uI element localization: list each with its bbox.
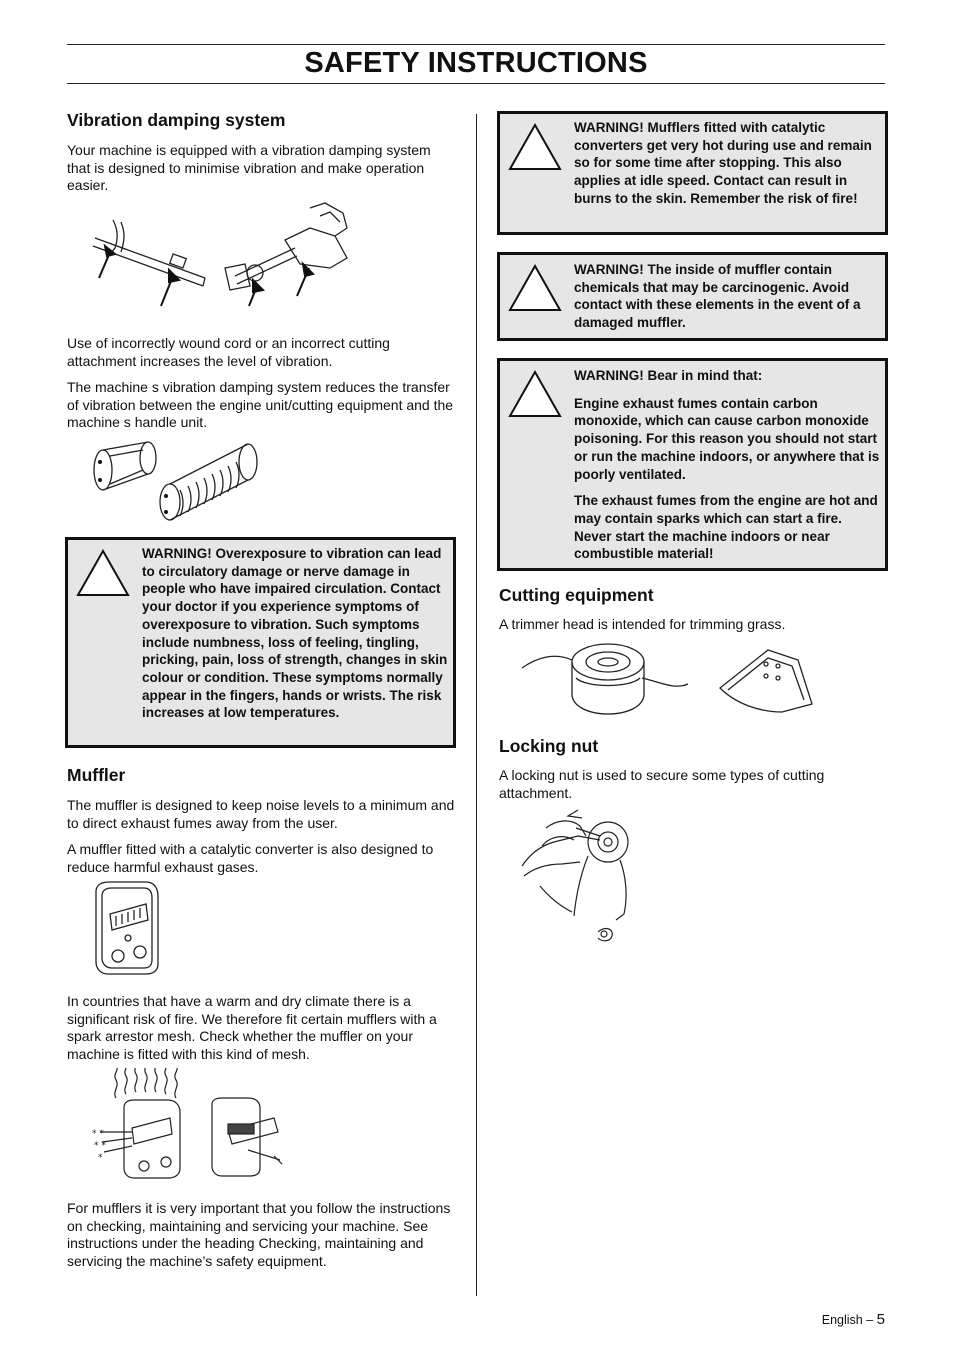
page-title-bar (67, 44, 885, 84)
carcinogenic-warning-box (497, 252, 888, 341)
vibration-paragraph-2: Use of incorrectly wound cord or an incorrect cutting attachment increases the level of vibration. (67, 335, 390, 369)
exhaust-warning-box (497, 358, 888, 571)
warning-triangle-icon (507, 263, 563, 313)
footer-dash: – (866, 1313, 874, 1327)
svg-text:* *: * * (92, 1129, 104, 1139)
muffler-heading: Muffler (67, 765, 126, 785)
muffler-paragraph-3: In countries that have a warm and dry climate there is a significant risk of fire. We therefore fit certain mufflers with a spark arrestor mesh. Check whether the muffler on your machine is fitted with this kind of mesh. (67, 993, 437, 1062)
exhaust-warning-title: WARNING! Bear in mind that: (574, 368, 763, 383)
muffler-illustration (88, 880, 163, 976)
locking-nut-illustration (520, 806, 635, 946)
vibration-paragraph-3: The machine s vibration damping system reduces the transfer of vibration between the engine unit/cutting equipment and the machine s handle unit. (67, 379, 454, 431)
carcinogenic-warning-text: WARNING! The inside of muffler contain chemicals that may be carcinogenic. Avoid contact with these elements in the event of a damaged muffler. (574, 262, 861, 331)
page-footer (822, 1311, 885, 1328)
cutting-paragraph: A trimmer head is intended for trimming grass. (499, 616, 786, 632)
svg-text:* *: * * (94, 1141, 106, 1151)
vibration-paragraph-1: Your machine is equipped with a vibration damping system that is designed to minimise vibration and make operation easier. (67, 142, 431, 194)
catalytic-warning-box (497, 111, 888, 235)
exhaust-warning-paragraph-2: The exhaust fumes from the engine are hot and may contain sparks which can start a fire. Never start the machine indoors or near combustible material! (574, 493, 878, 562)
trimmer-head-illustration (520, 638, 815, 720)
spark-arrestor-illustration (88, 1068, 288, 1183)
warning-triangle-icon (75, 548, 131, 598)
locking-paragraph: A locking nut is used to secure some types of cutting attachment. (499, 767, 825, 801)
exhaust-warning-text (574, 367, 882, 563)
vibration-warning-text: WARNING! Overexposure to vibration can lead to circulatory damage or nerve damage in people who have impaired circulation. Contact your doctor if you experience symptoms of overexposure to vibration. Such symptoms include numbness, loss of feeling, tingling, pricking, pain, loss of strength, changes in skin colour or condition. These symptoms normally appear in the fingers, hands or wrists. The risk increases at low temperatures. (142, 546, 448, 721)
warning-triangle-icon (507, 122, 563, 172)
vibration-warning-box (65, 537, 456, 748)
page-title: SAFETY INSTRUCTIONS (304, 47, 648, 79)
locking-heading: Locking nut (499, 736, 599, 756)
page-number: 5 (876, 1311, 885, 1328)
catalytic-warning-text: WARNING! Mufflers fitted with catalytic converters get very hot during use and remain so for some time after stopping. This also applies at idle speed. Contact can result in burns to the skin. Remember the risk of fire! (574, 120, 872, 206)
svg-text:*: * (98, 1153, 103, 1163)
muffler-paragraph-1: The muffler is designed to keep noise levels to a minimum and to direct exhaust fumes away from the user. (67, 797, 455, 831)
cutting-heading: Cutting equipment (499, 585, 654, 605)
muffler-paragraph-2: A muffler fitted with a catalytic converter is also designed to reduce harmful exhaust gases. (67, 841, 434, 875)
damper-elements-illustration (88, 440, 263, 525)
vibration-damper-illustration (85, 198, 360, 308)
footer-language: English (821, 1313, 863, 1327)
warning-triangle-icon (507, 369, 563, 419)
vibration-heading: Vibration damping system (67, 110, 286, 130)
muffler-paragraph-4: For mufflers it is very important that you follow the instructions on checking, maintaining and servicing your machine. See instructions under the heading Checking, maintaining and servicing the machine’s safety equipment. (67, 1200, 451, 1269)
column-divider (476, 114, 477, 1296)
exhaust-warning-paragraph-1: Engine exhaust fumes contain carbon monoxide, which can cause carbon monoxide poisoning. For this reason you should not start or run the machine indoors, or anywhere that is poorly ventilated. (574, 395, 880, 482)
